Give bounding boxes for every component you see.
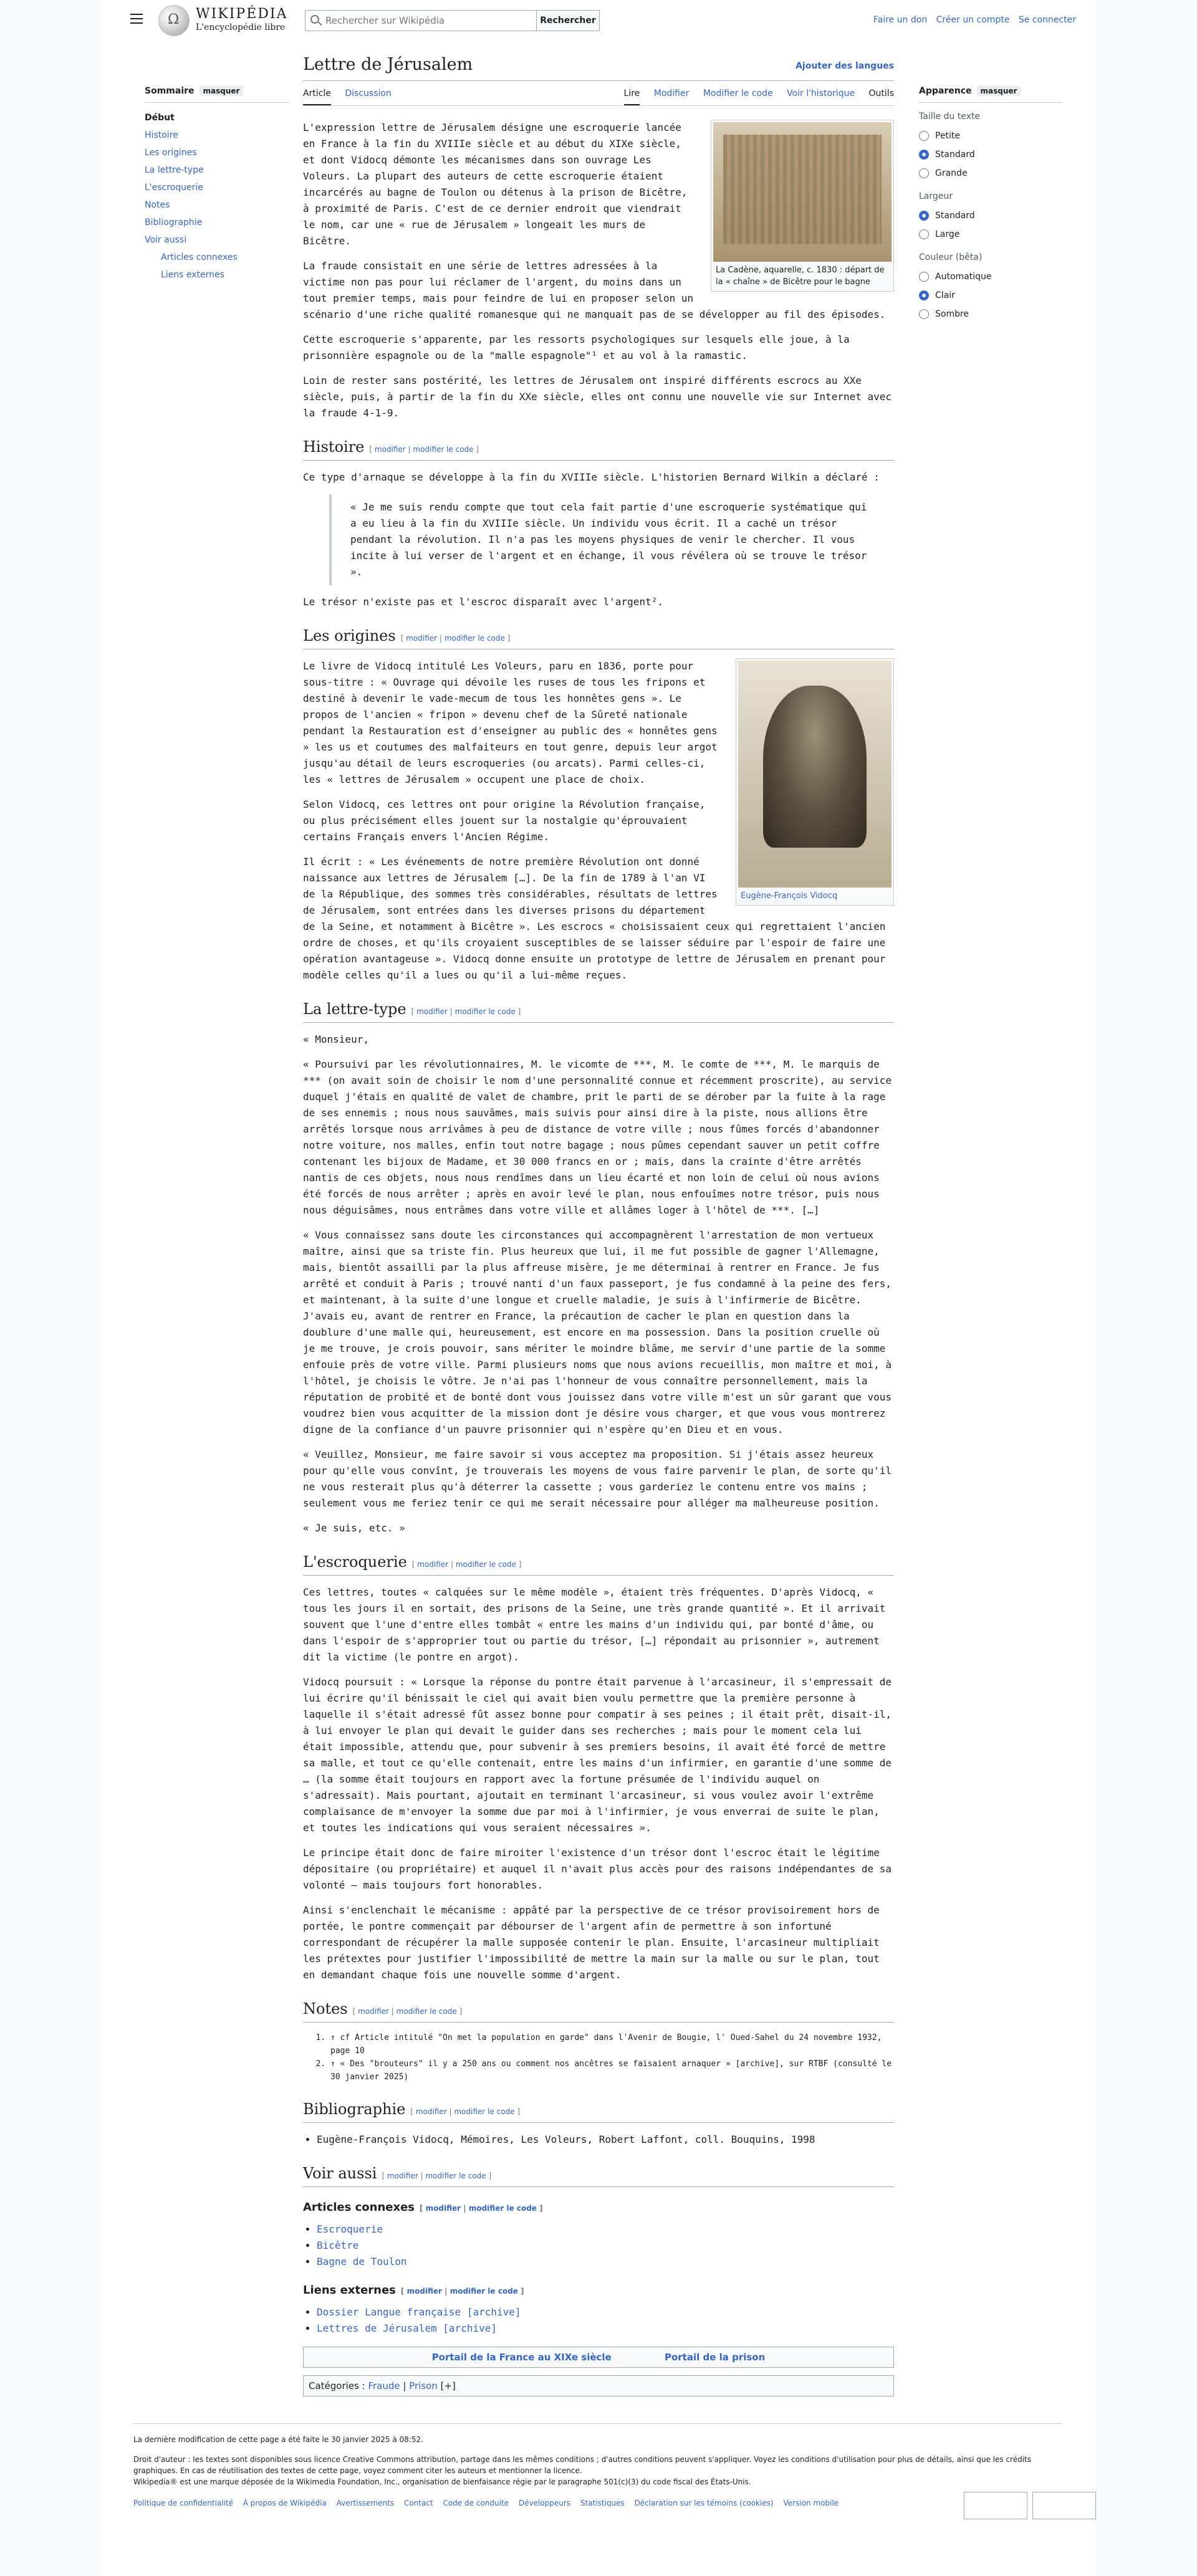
figure-cadene [711,120,894,292]
categories-box: Catégories : Fraude | Prison [+] [303,2375,894,2396]
page-title: Lettre de Jérusalem [303,55,894,81]
footer-link[interactable]: Développeurs [518,2499,571,2507]
logo-wordmark[interactable]: WIKIPÉDIA [196,6,288,22]
footer-links [133,2497,1062,2509]
edit-source-link[interactable]: modifier le code [425,2171,486,2180]
search-button[interactable]: Rechercher [536,10,600,31]
edit-source-link[interactable]: modifier le code [444,634,505,643]
text-size-large-option[interactable]: Grande [919,164,1062,183]
color-dark-option[interactable]: Sombre [919,305,1062,323]
figure-vidocq [736,658,894,906]
footer-link[interactable]: À propos de Wikipédia [243,2499,327,2507]
footer [133,2423,1062,2509]
page [101,0,1096,2576]
external-link[interactable]: Lettres de Jérusalem [archive] [317,2322,497,2334]
section-heading-histoire: Histoire [ modifier | modifier le code ] [303,439,894,461]
lettre-paragraph: « Je suis, etc. » [303,1522,405,1534]
toc-hide-button[interactable]: masquer [200,86,244,96]
edit-source-link[interactable]: modifier le code [449,2287,518,2296]
edit-link[interactable]: modifier [417,1560,449,1569]
toc-item-lettre[interactable]: La lettre-type [145,165,204,175]
section-heading-origines: Les origines [ modifier | modifier le code ] [303,628,894,649]
text-size-label: Taille du texte [919,112,980,122]
login-link[interactable]: Se connecter [1018,15,1076,25]
external-link[interactable]: Dossier Langue française [archive] [317,2306,521,2318]
color-label: Couleur (bêta) [919,252,983,262]
origines-paragraph: Il écrit : « Les événements de notre première Révolution ont donné naissance aux lettres de Jérusalem […]. De la fin de 1789 à l'an VI de la République, des sommes très considérables, résultats de lettres de Jérusalem, sont entrées dans les diverses prisons du département de la Seine, et notamment à Bicêtre ». Les escrocs « choisissaient ceux qui regrettaient l'ancien ordre de choses, et qu'ils croyaient susceptibles de se laisser séduire par l'espoir de faire une opération avantageuse ». Vidocq donne ensuite un prototype de lettre de Jérusalem en prenant pour modèle celles qu'il a lues ou qu'il a lui-même reçues. [303,856,886,981]
footer-link[interactable]: Statistiques [580,2499,625,2507]
edit-link[interactable]: modifier [374,445,406,454]
footer-link[interactable]: Contact [403,2499,433,2507]
edit-link[interactable]: modifier [406,634,438,643]
blockquote: « Je me suis rendu compte que tout cela fait partie d'une escroquerie systématique qui a eu lieu à la fin du XVIIIe siècle. Un individu vous écrit. Il a caché un trésor pendant la révolution. Il n'a pas les moyens physiques de venir le chercher. Il vous incite à lui verser de l'argent et en échange, il vous révélera où se trouve le trésor ». [329,494,894,585]
width-standard-option[interactable]: Standard [919,206,1062,225]
notes-list [303,2031,894,2084]
edit-link[interactable]: modifier [358,2007,389,2016]
edit-source-link[interactable]: modifier le code [455,1560,516,1569]
tab-edit[interactable]: Modifier [653,89,690,98]
toc-title: Sommaire [145,86,195,96]
search-icon [310,15,319,24]
intro-paragraph: L'expression lettre de Jérusalem désigne une escroquerie lancée en France à la fin du XVIIIe siècle et au début du XIXe siècle, et dont Vidocq démonte les mécanismes dans son ouvrage Les Voleurs. La plupart des auteurs de cette escroquerie étaient incarcérés au bagne de Toulon ou détenus à la prison de Bicêtre, à proximité de Paris. C'est de ce dernier endroit que viendrait le nom, car une « rue de Jérusalem » longeait les murs de Bicêtre. [303,122,688,247]
histoire-paragraph: Ce type d'arnaque se développe à la fin du XVIIIe siècle. L'historien Bernard Wilkin a déclaré : [303,471,880,483]
wikimedia-badge-icon[interactable] [964,2492,1027,2519]
page-tabs [303,81,894,106]
toc-item-notes[interactable]: Notes [145,200,170,210]
search-input[interactable]: Rechercher sur Wikipédia [305,10,537,31]
appearance-panel [919,86,1062,323]
toc-item-histoire[interactable]: Histoire [145,130,178,140]
tab-discussion[interactable]: Discussion [345,89,392,98]
intro-paragraph: Loin de rester sans postérité, les lettres de Jérusalem ont inspiré différents escrocs au XXe siècle, puis, à partir de la fin du XXe siècle, elles ont connu une nouvelle vie sur Internet avec la fraude 4-1-9. [303,375,892,419]
related-link[interactable]: Bagne de Toulon [317,2256,407,2267]
color-light-option[interactable]: Clair [919,286,1062,305]
logo-tagline: L'encyclopédie libre [196,22,286,32]
section-heading-bibliographie: Bibliographie [ modifier | modifier le code ] [303,2101,894,2123]
toc-item-debut[interactable]: Début [145,113,175,123]
category-link[interactable]: Prison [409,2380,438,2392]
figure-caption: La Cadène, aquarelle, c. 1830 : départ de la « chaîne » de Bicêtre pour le bagne [716,266,885,287]
user-links [867,15,1076,25]
lettre-paragraph: « Poursuivi par les révolutionnaires, M. le vicomte de ***, M. le comte de ***, M. le marquis de *** (on avait soin de choisir le nom d'une personnalité connue et récemment proscrite), au service duquel j'étais en qualité de valet de chambre, prit le parti de se dérober par la fuite à la rage de ses ennemis ; nous nous sauvâmes, mais suivis pour ainsi dire à la piste, nous allions être arrêtés lorsque nous arrivâmes à peu de distance de votre ville ; nous fûmes forcés d'abandonner notre voiture, nos malles, enfin tout notre bagage ; nous pûmes cependant sauver un petit coffre contenant les bijoux de Madame, et 30 000 francs en or ; mais, dans la crainte d'être arrêtés nantis de ces objets, nous nous rendîmes dans un lieu écarté et non loin de celui où nous avions été forcés de nous arrêter ; après en avoir levé le plan, nous enfouîmes notre trésor, puis nous nous déguisâmes, nous entrâmes dans votre ville et allâmes loger à l'hôtel de ***. […] [303,1058,892,1216]
edit-source-link[interactable]: modifier le code [454,1007,516,1016]
footer-link[interactable]: Code de conduite [443,2499,509,2507]
section-heading-lettre: La lettre-type [ modifier | modifier le code ] [303,1001,894,1023]
edit-link[interactable]: modifier [387,2171,418,2180]
toc-item-voir-aussi[interactable]: Voir aussi [145,235,187,245]
toc-item-escroquerie[interactable]: L'escroquerie [145,183,203,193]
vidocq-portrait-image[interactable] [738,661,892,888]
wikipedia-logo-icon[interactable] [158,5,190,36]
appearance-hide-button[interactable]: masquer [977,86,1021,96]
footer-link[interactable]: Déclaration sur les témoins (cookies) [634,2499,774,2507]
create-account-link[interactable]: Créer un compte [936,15,1010,25]
edit-source-link[interactable]: modifier le code [454,2107,515,2116]
width-label: Largeur [919,191,953,201]
portal-link[interactable]: Portail de la prison [664,2352,766,2363]
origines-paragraph: Le livre de Vidocq intitulé Les Voleurs, paru en 1836, porte pour sous-titre : « Ouvrage qui dévoile les ruses de tous les fripons et destiné à devenir le vade-mecum de tous les honnêtes gens ». Le propos de l'ancien « fripon » devenu chef de la Sûreté nationale pendant la Restauration est d'enseigner au public des « honnêtes gens » les us et coutumes des malfaiteurs en tout genre, depuis leur argot jusqu'au détail de leurs escroqueries (ou arcats). Parmi celles-ci, les « lettres de Jérusalem » occupent une place de choix. [303,660,718,785]
toc-subitem-liens[interactable]: Liens externes [161,270,224,280]
mediawiki-badge-icon[interactable] [1032,2492,1096,2519]
tab-read[interactable]: Lire [624,89,640,105]
last-modified: La dernière modification de cette page a été faite le 30 janvier 2025 à 08:52. [133,2435,423,2444]
escroquerie-paragraph: Ainsi s'enclenchait le mécanisme : appâté par la perspective de ce trésor provisoirement hors de portée, le pontre commençait par débourser de l'argent afin de permettre à son infortuné correspondant de récupérer la malle supposée contenir le plan. Ensuite, l'arcasineur multipliait les prétextes pour justifier l'impossibilité de mettre la main sur la malle ou sur le plan, tout en demandant chaque fois une nouvelle somme d'argent. [303,1904,880,1981]
license-text: Droit d'auteur : les textes sont disponibles sous licence Creative Commons attribution, partage dans les mêmes conditions ; d'autres conditions peuvent s'appliquer. Voyez les conditions d'utilisation pour plus de détails, ainsi que les crédits graphiques. En cas de réutilisation des textes de cette page, voyez comment citer les auteurs et mentionner la licence. [133,2455,1031,2475]
tab-article[interactable]: Article [303,89,331,105]
add-languages-button[interactable]: Ajouter des langues [796,61,894,71]
edit-link[interactable]: modifier [416,1007,448,1016]
toc-item-origines[interactable]: Les origines [145,148,197,158]
appearance-title: Apparence [919,86,972,96]
text-size-standard-option[interactable]: Standard [919,145,1062,164]
footer-link[interactable]: Politique de confidentialité [133,2499,233,2507]
color-auto-option[interactable]: Automatique [919,267,1062,286]
intro-paragraph: La fraude consistait en une série de lettres adressées à la victime non pas pour lui réclamer de l'argent, du moins dans un tout premier temps, mais pour feindre de lui en proposer selon un scénario d'une riche qualité romanesque qui ne manquait pas de se développer au fil des épisodes. [303,260,886,320]
origines-paragraph: Selon Vidocq, ces lettres ont pour origine la Révolution française, ou plus précisément elles jouent sur la nostalgie qu'éprouvaient certains Français envers l'Ancien Régime. [303,798,706,843]
portal-link[interactable]: Portail de la France au XIXe siècle [431,2352,612,2363]
width-large-option[interactable]: Large [919,225,1062,244]
related-link[interactable]: Bicêtre [317,2239,359,2251]
trademark-text: Wikipedia® est une marque déposée de la Wikimedia Foundation, Inc., organisation de bienfaisance régie par le paragraphe 501(c)(3) du code fiscal des États-Unis. [133,2478,751,2486]
edit-source-link[interactable]: modifier le code [396,2007,457,2016]
edit-link[interactable]: modifier [415,2107,447,2116]
edit-link[interactable]: modifier [406,2287,442,2296]
text-size-small-option[interactable]: Petite [919,127,1062,145]
bibliography-item: • Eugène-François Vidocq, Mémoires, Les Voleurs, Robert Laffont, coll. Bouquins, 1998 [317,2132,894,2148]
subsection-heading-connexes: Articles connexes [ modifier | modifier le code ] [303,2201,543,2214]
tab-history[interactable]: Voir l'historique [787,89,855,98]
lettre-paragraph: « Monsieur, [303,1033,369,1045]
article-content [303,55,894,2396]
categories-label: Catégories : [309,2380,365,2392]
intro-paragraph: Cette escroquerie s'apparente, par les ressorts psychologiques sur lesquels elle joue, à la prisonnière espagnole ou de la "malle espagnole"¹ et au vol à la ramastic. [303,333,850,362]
section-heading-voir-aussi: Voir aussi [ modifier | modifier le code ] [303,2165,894,2187]
escroquerie-paragraph: Le principe était donc de faire miroiter l'existence d'un trésor dont l'escroc était le légitime dépositaire (ou propriétaire) et auquel il n'avait plus accès pour des raisons indépendantes de sa volonté – mais toujours fort honorables. [303,1847,892,1891]
table-of-contents [145,86,289,284]
tab-edit-source[interactable]: Modifier le code [703,89,773,98]
main-menu-icon[interactable] [130,14,143,24]
escroquerie-paragraph: Ces lettres, toutes « calquées sur le même modèle », étaient très fréquentes. D'après Vidocq, « tous les jours il en sortait, des prisons de la Seine, une très grande quantité ». Et il arrivait souvent que l'une d'entre elles tombât « entre les mains d'un individu qui, par bonté d'âme, ou dans l'espoir de s'approprier tout ou partie du trésor, […] répondait au prisonnier », autrement dit la victime (le pontre en argot). [303,1586,886,1663]
note-item: 1. ↑ cf Article intitulé "On met la population en garde" dans l'Avenir de Bougie, l' Oued-Sahel du 24 novembre 1932, page 10 [330,2031,894,2057]
portal-box [303,2347,894,2368]
edit-source-link[interactable]: modifier le code [413,445,474,454]
note-item: 2. ↑ « Des "brouteurs" il y a 250 ans ou comment nos ancêtres se faisaient arnaquer » [archive], sur RTBF (consulté le 30 janvier 2025) [330,2057,894,2084]
related-articles-list [303,2221,894,2270]
footer-link[interactable]: Version mobile [783,2499,839,2507]
lettre-paragraph: « Vous connaissez sans doute les circonstances qui accompagnèrent l'arrestation de mon vertueux maître, ainsi que sa triste fin. Plus heureux que lui, il me fut possible de gagner l'Allemagne, mais, bientôt assailli par la plus affreuse misère, je me déterminai à rentrer en France. Je fus arrêté et conduit à Paris ; trouvé nanti d'un faux passeport, je fus condamné à la peine des fers, et maintenant, à la suite d'une longue et cruelle maladie, je suis à l'infirmerie de Bicêtre. J'avais eu, avant de rentrer en France, la précaution de cacher le plan en question dans la doublure d'une malle qui, heureusement, est encore en ma possession. Dans la position cruelle où je me trouve, je crois pouvoir, sans mériter le moindre blâme, me servir d'une partie de la somme enfouie près de votre ville. Parmi plusieurs noms que nous avions recueillis, mon maître et moi, à l'hôtel, je choisis le vôtre. Je n'ai pas l'honneur de vous connaître personnellement, mais la réputation de probité et de bonté dont vous jouissez dans votre ville m'est un sûr garant que vous voudrez bien vous acquitter de la mission dont je désire vous charger, et que vous vous montrerez digne de la confiance d'un pauvre prisonnier qui n'espère qu'en Dieu et en vous. [303,1229,892,1435]
section-heading-notes: Notes [ modifier | modifier le code ] [303,2001,894,2023]
figure-caption[interactable]: Eugène-François Vidocq [741,891,838,901]
category-link[interactable]: Fraude [368,2380,400,2392]
section-heading-escroquerie: L'escroquerie [ modifier | modifier le code ] [303,1554,894,1576]
toc-item-bibliographie[interactable]: Bibliographie [145,218,203,227]
edit-source-link[interactable]: modifier le code [468,2204,537,2213]
footer-link[interactable]: Avertissements [336,2499,395,2507]
tools-menu[interactable]: Outils [868,89,894,98]
subsection-heading-liens: Liens externes [ modifier | modifier le code ] [303,2284,524,2297]
cadene-image[interactable] [713,122,892,262]
categories-expand-button[interactable]: [+] [440,2380,456,2392]
external-links-list [303,2304,894,2337]
toc-subitem-connexes[interactable]: Articles connexes [161,252,238,262]
histoire-paragraph: Le trésor n'existe pas et l'escroc disparaît avec l'argent². [303,596,663,608]
escroquerie-paragraph: Vidocq poursuit : « Lorsque la réponse du pontre était parvenue à l'arcasineur, il s'empressait de lui écrire qu'il bénissait le ciel qui avait bien voulu permettre que la première personne à laquelle il s'était adressé fût assez bonne pour compatir à ses peines ; il était prêt, disait-il, à lui envoyer le plan qui devait le guider dans ses recherches ; mais pour le moment cela lui était impossible, attendu que, pour subvenir à ses premiers besoins, il avait été forcé de mettre sa malle, et tout ce qu'elle contenait, entre les mains d'un infirmier, en garantie d'une somme de … (la somme était toujours en rapport avec la fortune présumée de l'individu auquel on s'adressait). Mais pourtant, ajoutait en terminant l'arcasineur, si vous voulez avoir l'extrême complaisance de m'envoyer la somme due par moi à l'infirmier, je vous enverrai de suite le plan, et toutes les indications qui vous seraient nécessaires ». [303,1676,892,1834]
related-link[interactable]: Escroquerie [317,2223,383,2235]
donate-link[interactable]: Faire un don [873,15,928,25]
bibliography-list [303,2132,894,2148]
edit-link[interactable]: modifier [425,2204,461,2213]
lettre-paragraph: « Veuillez, Monsieur, me faire savoir si vous acceptez ma proposition. Si j'étais assez heureux pour qu'elle vous convînt, je trouverais les moyens de vous faire parvenir le plan, de sorte qu'il ne vous resterait plus qu'à déterrer la cassette ; vous garderiez le contenu entre vos mains ; seulement vous me feriez tenir ce qui me serait nécessaire pour alléger ma malheureuse position. [303,1448,892,1509]
